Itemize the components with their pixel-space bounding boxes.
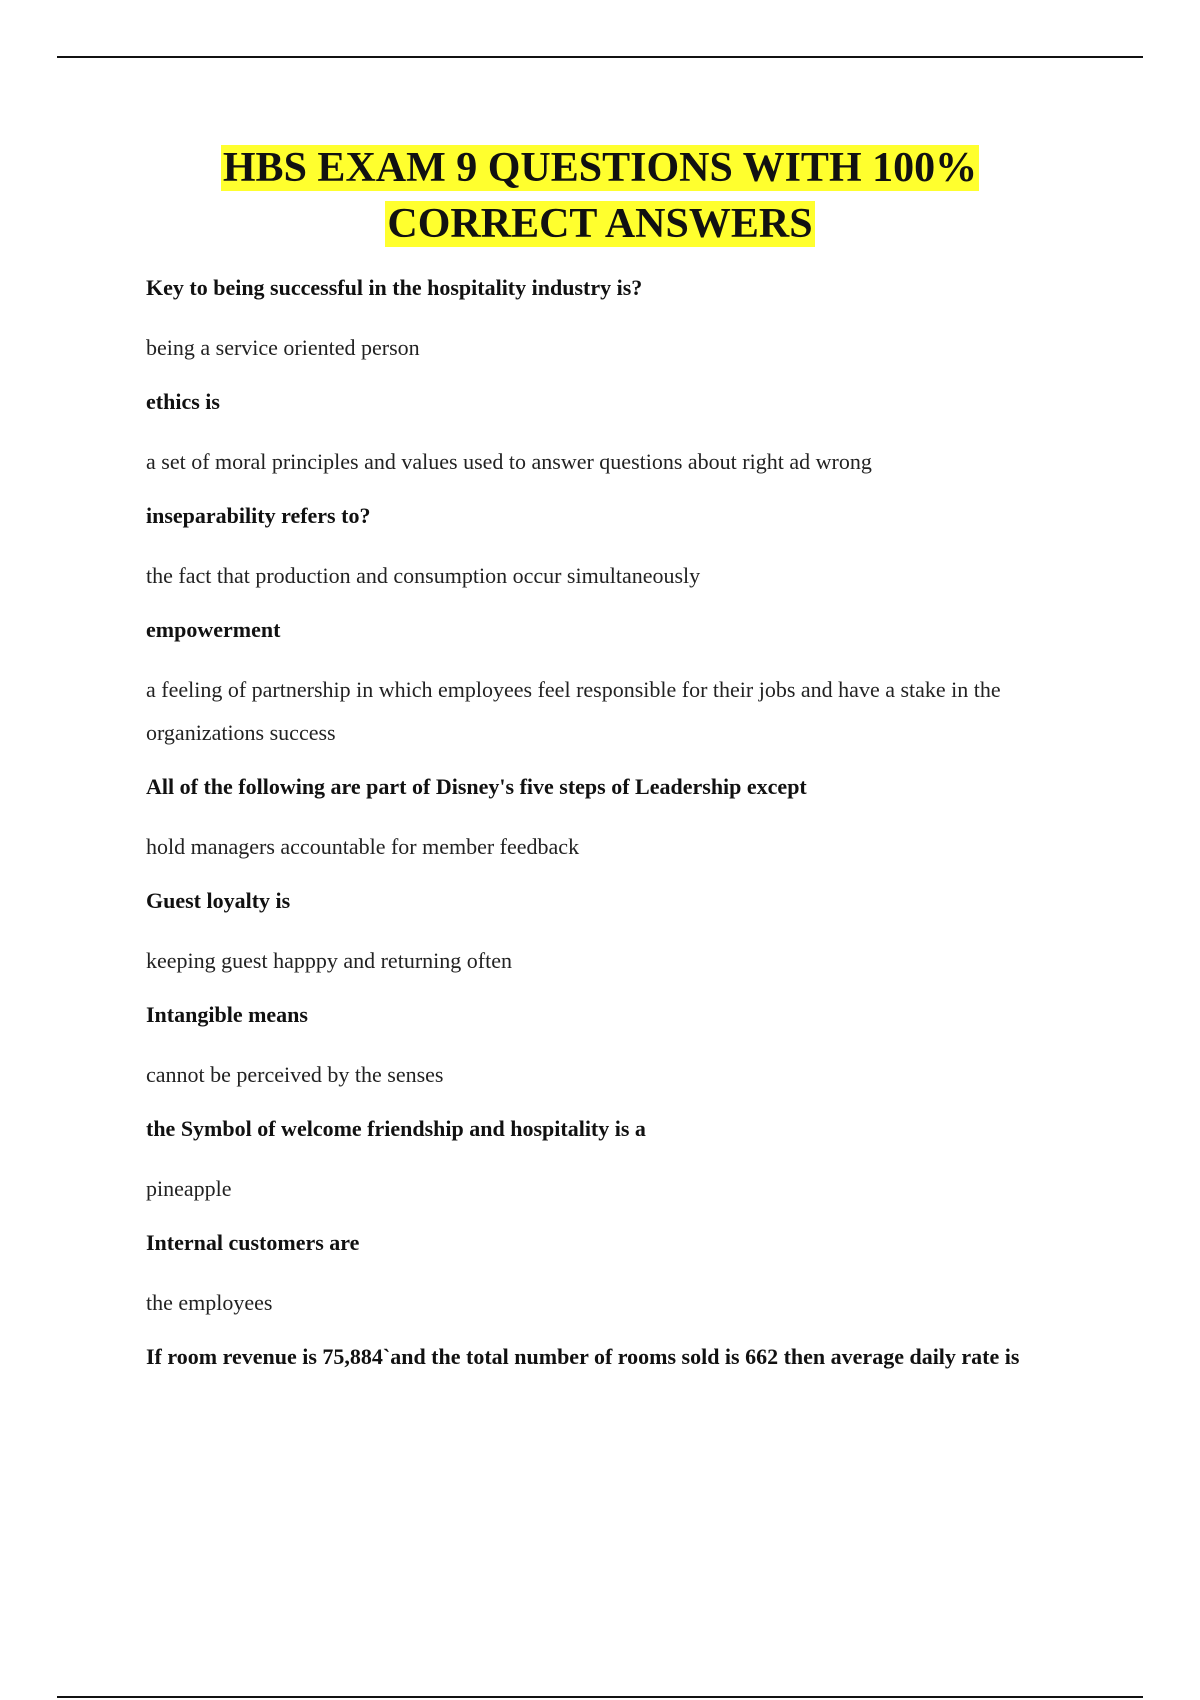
qa-list <box>146 268 1096 1395</box>
answer-6: keeping guest happpy and returning often <box>146 948 512 973</box>
title-line-1: HBS EXAM 9 QUESTIONS WITH 100% <box>222 145 978 191</box>
answer-8: pineapple <box>146 1176 232 1201</box>
question-2: ethics is <box>146 389 220 414</box>
document-title <box>0 140 1200 252</box>
bottom-rule <box>57 1696 1143 1698</box>
answer-4: a feeling of partnership in which employees feel responsible for their jobs and have a stake in the organizations success <box>146 677 1001 745</box>
question-4: empowerment <box>146 617 281 642</box>
answer-2: a set of moral principles and values used to answer questions about right ad wrong <box>146 449 872 474</box>
answer-3: the fact that production and consumption occur simultaneously <box>146 563 701 588</box>
question-5: All of the following are part of Disney's five steps of Leadership except <box>146 774 807 799</box>
title-line-2: CORRECT ANSWERS <box>387 201 813 247</box>
question-8: the Symbol of welcome friendship and hospitality is a <box>146 1116 646 1141</box>
top-rule <box>57 56 1143 58</box>
question-3: inseparability refers to? <box>146 503 371 528</box>
question-10: If room revenue is 75,884`and the total number of rooms sold is 662 then average daily rate is <box>146 1344 1020 1369</box>
question-7: Intangible means <box>146 1002 308 1027</box>
answer-1: being a service oriented person <box>146 335 420 360</box>
answer-9: the employees <box>146 1290 273 1315</box>
question-6: Guest loyalty is <box>146 888 291 913</box>
answer-5: hold managers accountable for member feedback <box>146 834 580 859</box>
answer-7: cannot be perceived by the senses <box>146 1062 444 1087</box>
question-9: Internal customers are <box>146 1230 360 1255</box>
question-1: Key to being successful in the hospitality industry is? <box>146 275 643 300</box>
